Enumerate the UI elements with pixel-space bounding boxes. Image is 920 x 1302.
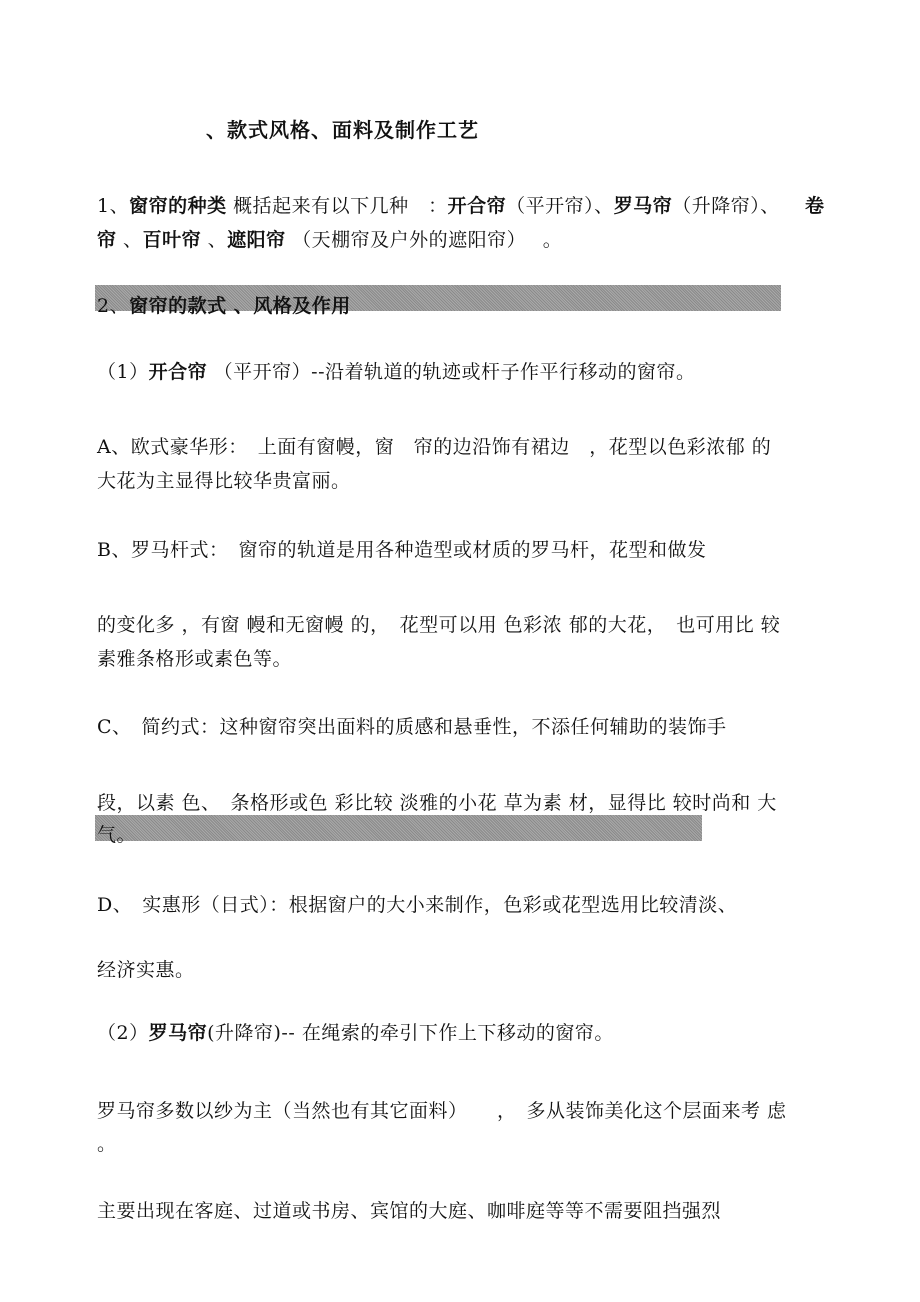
highlight-bar-bottom: [95, 815, 702, 841]
type-baiye: 百叶帘: [142, 229, 202, 251]
section2-heading: [97, 294, 351, 318]
type-juan-part2: 帘: [97, 229, 117, 251]
styleB-line1: B、罗马杆式： 窗帘的轨道是用各种造型或材质的罗马杆，花型和做发: [97, 539, 707, 561]
type-kaihe-paren: （平开帘）、: [506, 195, 614, 217]
item1-desc: （平开帘）--沿着轨道的轨迹或杆子作平行移动的窗帘。: [207, 361, 696, 383]
type-zheyang-paren: （天棚帘及户外的遮阳帘） 。: [285, 229, 563, 251]
styleC-line2: 段，以素 色、 条格形或色 彩比较 淡雅的小花 草为素 材，显得比 较时尚和 大: [97, 792, 777, 814]
item2-desc: (升降帘)-- 在绳索的牵引下作上下移动的窗帘。: [207, 1022, 614, 1044]
styleC-line3: 气。: [97, 824, 137, 846]
section1-sep2: 、: [201, 229, 228, 251]
styleB-line3: 素雅条格形或素色等。: [97, 648, 293, 670]
roman-line2: 。: [97, 1133, 117, 1155]
item1-number: （1）: [97, 361, 149, 383]
section1-intro: 概括起来有以下几种 ：: [226, 195, 448, 217]
document-title: 、款式风格、面料及制作工艺: [206, 118, 479, 142]
roman-line1: 罗马帘多数以纱为主（当然也有其它面料） ， 多从装饰美化这个层面来考 虑: [97, 1100, 787, 1122]
section1-label: 窗帘的种类: [129, 195, 227, 217]
item1-label: 开合帘: [148, 361, 208, 383]
item1-line: [97, 360, 696, 384]
styleB-line2: 的变化多 ，有窗 幔和无窗幔 的， 花型可以用 色彩浓 郁的大花， 也可用比 较: [97, 614, 781, 636]
section1-sep1: 、: [116, 229, 143, 251]
section1-line1: [97, 194, 827, 218]
section1-number: 1、: [97, 195, 130, 217]
item2-number: （2）: [97, 1022, 149, 1044]
item2-line: [97, 1021, 614, 1045]
styleA-line1: A、欧式豪华形： 上面有窗幔，窗 帘的边沿饰有裙边 ，花型以色彩浓郁 的: [97, 436, 772, 458]
styleC-line1: C、 简约式：这种窗帘突出面料的质感和悬垂性，不添任何辅助的装饰手: [97, 716, 727, 738]
type-luoma-paren: （升降帘）、: [672, 195, 780, 217]
styleA-line2: 大花为主显得比较华贵富丽。: [97, 470, 351, 492]
section1-line2: [97, 228, 562, 252]
type-luoma: 罗马帘: [613, 195, 673, 217]
item2-label: 罗马帘: [148, 1022, 208, 1044]
type-kaihe: 开合帘: [447, 195, 507, 217]
styleD-line2: 经济实惠。: [97, 959, 195, 981]
type-juan-part1: 卷: [805, 195, 825, 217]
styleD-line1: D、 实惠形（日式）：根据窗户的大小来制作，色彩或花型选用比较清淡、: [97, 894, 738, 916]
section2-label: 窗帘的款式 、风格及作用: [129, 295, 351, 317]
type-zheyang: 遮阳帘: [227, 229, 286, 251]
roman-line3: 主要出现在客庭、过道或书房、宾馆的大庭、咖啡庭等等不需要阻挡强烈: [97, 1200, 722, 1222]
section2-number: 2、: [97, 295, 130, 317]
